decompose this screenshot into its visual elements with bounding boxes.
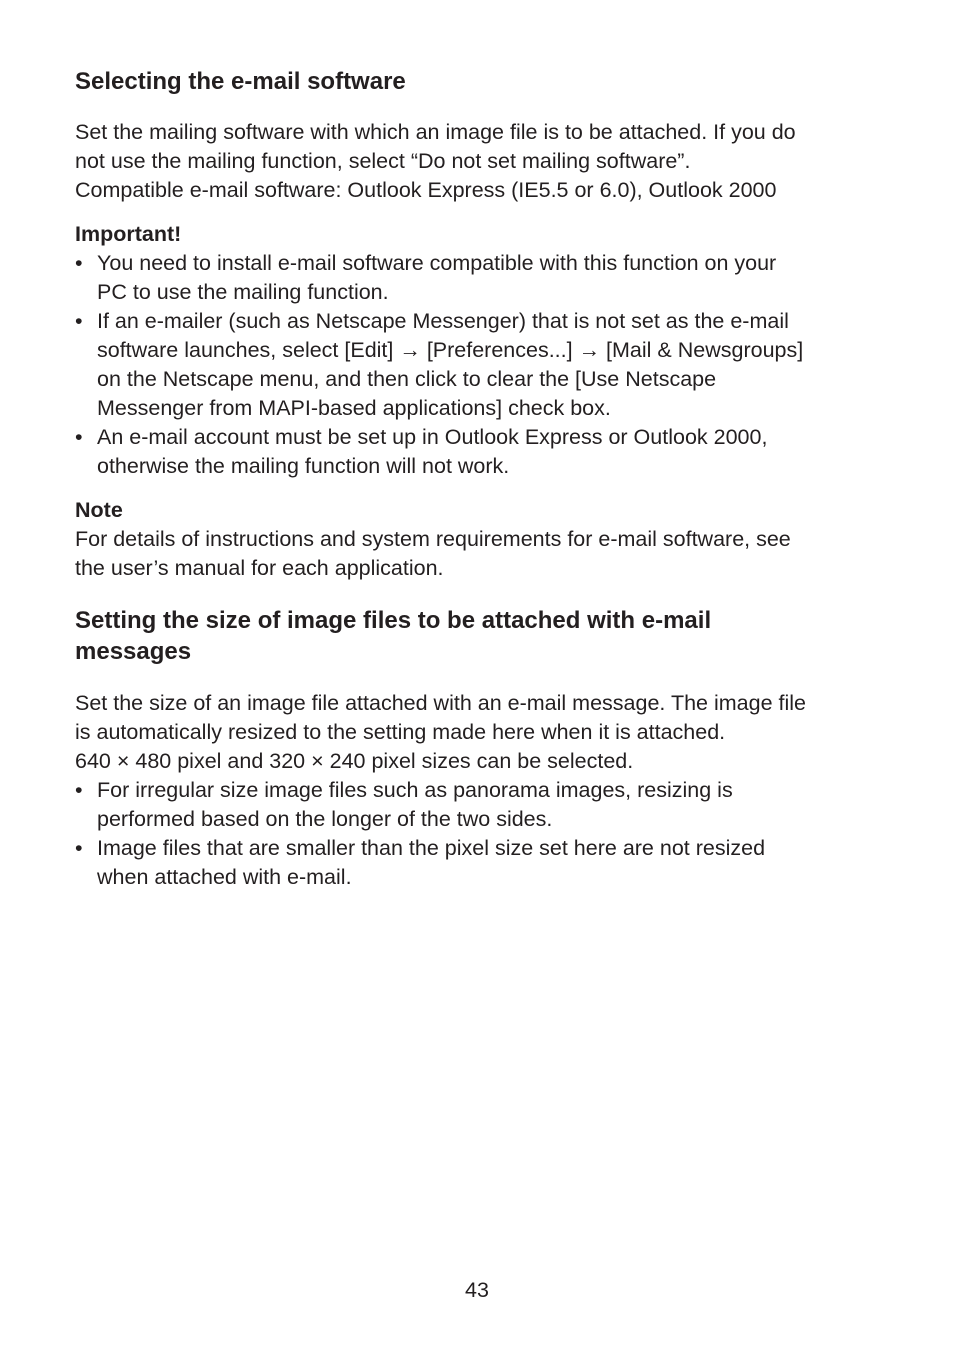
image-size-description: Set the size of an image file attached with an e-mail message. The image file is automatically resized to the setting made here when it is attached. 640 × 480 pixel and 320 × 240 pixel sizes can be selected. (75, 691, 806, 773)
list-item: • An e-mail account must be set up in Outlook Express or Outlook 2000, otherwise the mailing function will not work. (75, 425, 768, 478)
bullet-icon: • (75, 251, 83, 275)
document-page (75, 66, 885, 892)
section-heading-email-software: Selecting the e-mail software (75, 68, 406, 95)
image-size-list (75, 776, 885, 892)
note-label: Note (75, 498, 123, 522)
email-software-description: Set the mailing software with which an image file is to be attached. If you do not use the mailing function, select “Do not set mailing software”. Compatible e-mail software: Outlook Express (IE5.5 or 6.0), Outlook 2000 (75, 120, 796, 202)
bullet-icon: • (75, 836, 83, 860)
page-number: 43 (465, 1278, 489, 1302)
important-label: Important! (75, 222, 182, 246)
bullet-icon: • (75, 425, 83, 449)
list-item: • You need to install e-mail software compatible with this function on your PC to use the mailing function. (75, 251, 777, 304)
bullet-icon: • (75, 309, 83, 333)
list-item: • Image files that are smaller than the pixel size set here are not resized when attached with e-mail. (75, 836, 766, 889)
bullet-icon: • (75, 778, 83, 802)
list-item: • For irregular size image files such as panorama images, resizing is performed based on the longer of the two sides. (75, 778, 733, 831)
note-text: For details of instructions and system requirements for e-mail software, see the user’s manual for each application. (75, 527, 791, 580)
list-item: • If an e-mailer (such as Netscape Messenger) that is not set as the e-mail software launches, select [Edit] → [Preferences...] → [Mail & Newsgroups] on the Netscape menu, and then click to clear the [Use Netscape Messenger from MAPI-based applications] check box. (75, 309, 804, 420)
section-heading-image-size: Setting the size of image files to be attached with e-mail messages (75, 607, 712, 665)
important-list (75, 249, 885, 481)
